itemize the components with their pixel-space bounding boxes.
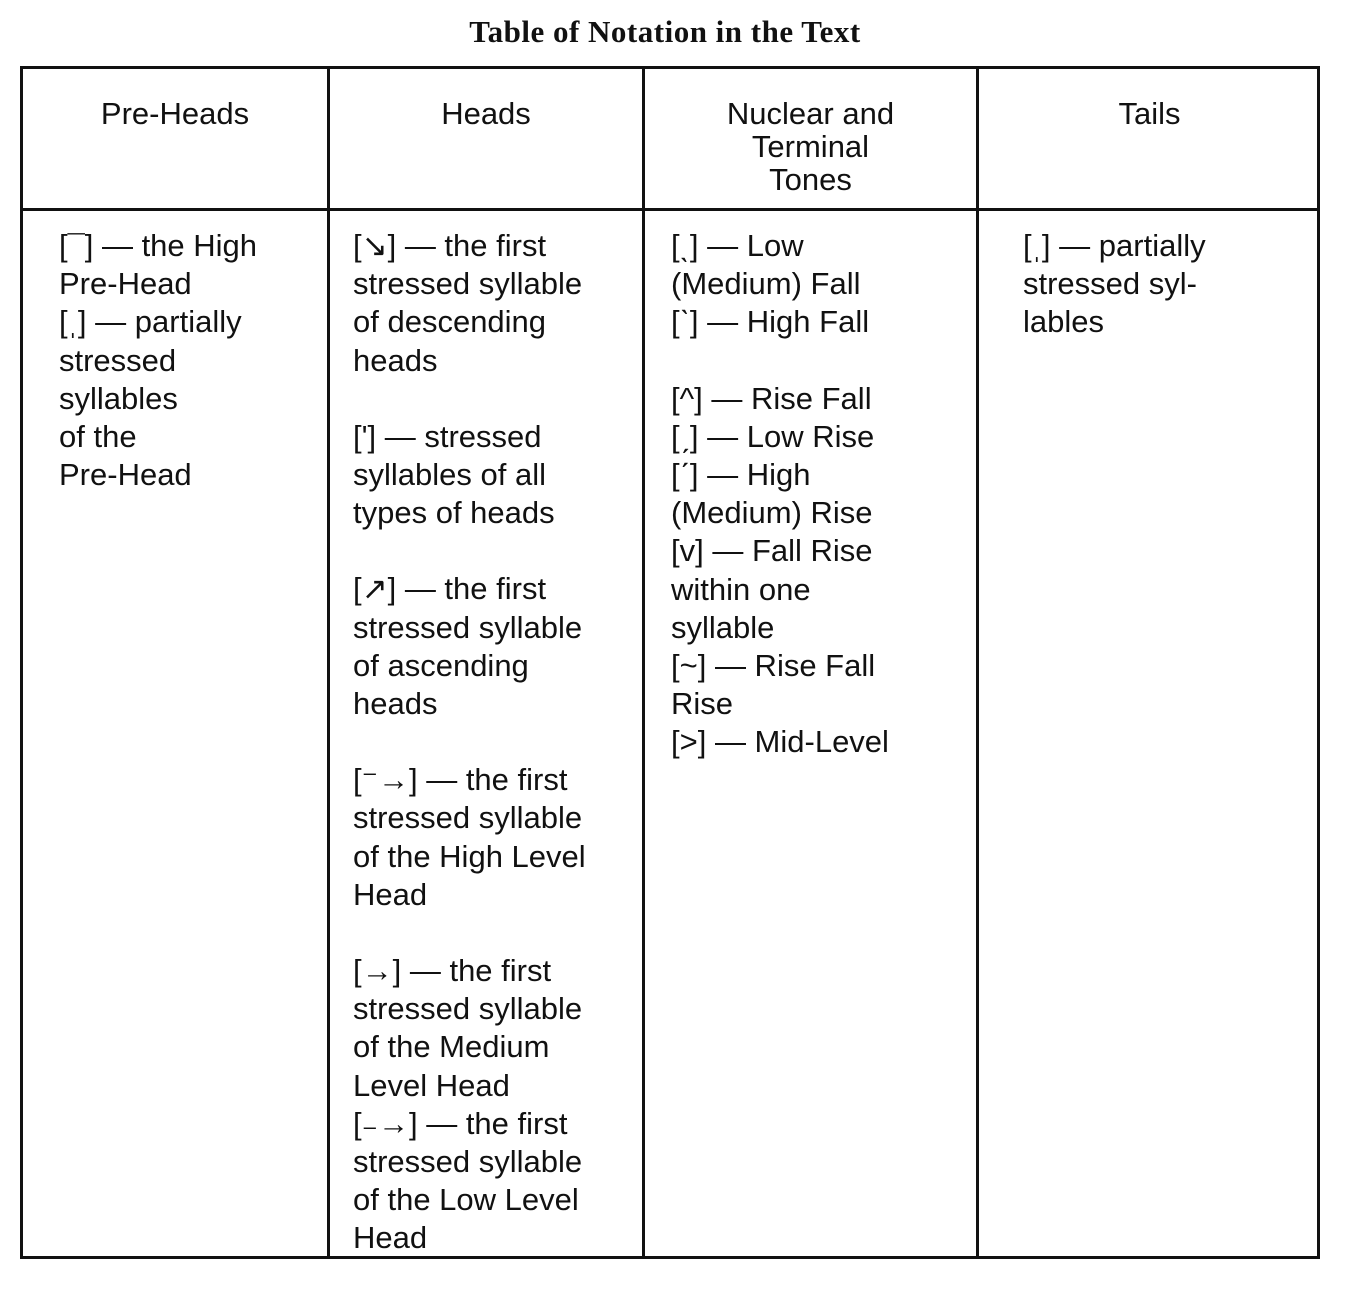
header-heads: Heads <box>441 96 531 131</box>
pre-head-line: [ˌ] — partially <box>59 304 242 340</box>
fall-tones-group: [ˎ] — Low (Medium) Fall [ˋ] — High Fall <box>671 228 870 340</box>
notation-table <box>20 66 1320 1259</box>
table-title: Table of Notation in the Text <box>469 14 861 49</box>
pre-head-line: [¯] — the High <box>59 228 258 263</box>
all-types-head-entry: ['] — stressed syllables of all types of heads <box>353 418 555 531</box>
column-divider <box>642 69 645 1256</box>
pre-head-line: Pre-Head <box>59 457 192 493</box>
other-tones-group: [^] — Rise Fall [ˏ] — Low Rise [ˊ] — High (Medium) Rise [v] — Fall Rise within one syllable [~] — Rise Fall Rise [>] — Mid-Level <box>671 380 889 760</box>
high-level-head-entry: [⁻→] — the first stressed syllable of the High Level Head <box>353 762 586 912</box>
header-tails: Tails <box>1118 96 1181 131</box>
nuclear-tones-cell <box>671 227 889 762</box>
pre-head-line: of the <box>59 419 137 455</box>
header-nuclear-tones: Nuclear and Terminal Tones <box>726 96 895 197</box>
pre-head-line: syllables <box>59 380 178 416</box>
pre-head-line: stressed <box>59 342 177 378</box>
heads-cell <box>353 227 586 1258</box>
pre-heads-cell <box>59 227 257 494</box>
column-divider <box>327 69 330 1256</box>
tails-cell: [ˌ] — partially stressed syl- lables <box>1023 228 1206 340</box>
pre-head-line: Pre-Head <box>59 266 192 302</box>
low-level-head-entry: [₋→] — the first stressed syllable of the Low Level Head <box>353 1105 583 1256</box>
header-pre-heads: Pre-Heads <box>100 96 250 131</box>
descending-head-entry: [↘] — the first stressed syllable of descending heads <box>353 228 583 378</box>
ascending-head-entry: [↗] — the first stressed syllable of ascending heads <box>353 571 583 722</box>
medium-level-head-entry: [→] — the first stressed syllable of the Medium Level Head <box>353 953 583 1103</box>
column-divider <box>976 69 979 1256</box>
